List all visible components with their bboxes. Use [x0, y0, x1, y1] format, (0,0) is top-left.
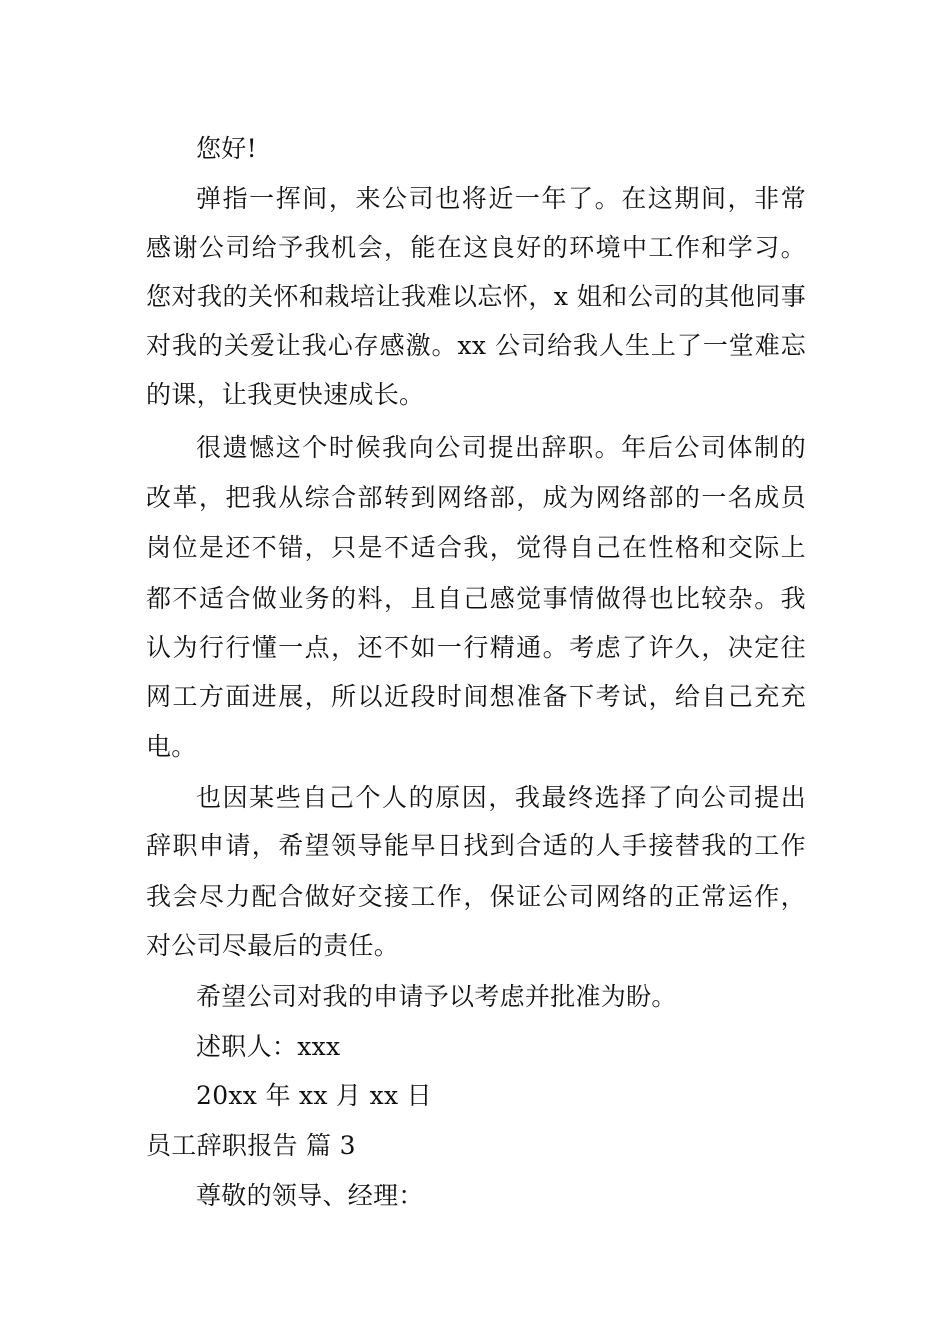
closing-line: 希望公司对我的申请予以考虑并批准为盼。: [196, 982, 677, 1011]
paragraph-1-line-2: 感谢公司给予我机会，能在这良好的环境中工作和学习。: [146, 233, 806, 262]
greeting: 您好!: [196, 134, 257, 163]
paragraph-3-line-3: 我会尽力配合做好交接工作，保证公司网络的正常运作，: [146, 882, 806, 911]
paragraph-3-line-1: 也因某些自己个人的原因，我最终选择了向公司提出: [196, 783, 806, 812]
signature: 述职人：xxx: [196, 1032, 341, 1061]
paragraph-2-line-3: 岗位是还不错，只是不适合我，觉得自己在性格和交际上: [146, 533, 806, 562]
paragraph-2-line-2: 改革，把我从综合部转到网络部，成为网络部的一名成员: [146, 483, 806, 512]
paragraph-2-line-5: 认为行行懂一点，还不如一行精通。考虑了许久，决定往: [146, 633, 806, 662]
paragraph-3-line-2: 辞职申请，希望领导能早日找到合适的人手接替我的工作: [146, 831, 806, 860]
paragraph-1-line-3: 您对我的关怀和栽培让我难以忘怀，x 姐和公司的其他同事: [146, 282, 806, 311]
paragraph-1-line-4: 对我的关爱让我心存感激。xx 公司给我人生上了一堂难忘: [146, 331, 806, 360]
paragraph-2-line-1: 很遗憾这个时候我向公司提出辞职。年后公司体制的: [196, 433, 806, 462]
paragraph-2-line-7: 电。: [146, 732, 197, 761]
paragraph-1-line-1: 弹指一挥间，来公司也将近一年了。在这期间，非常: [196, 184, 806, 213]
date: 20xx 年 xx 月 xx 日: [196, 1081, 432, 1110]
paragraph-1-line-5: 的课，让我更快速成长。: [146, 380, 425, 409]
paragraph-3-line-4: 对公司尽最后的责任。: [146, 931, 400, 960]
paragraph-2-line-6: 网工方面进展，所以近段时间想准备下考试，给自己充充: [146, 682, 806, 711]
paragraph-2-line-4: 都不适合做业务的料，且自己感觉事情做得也比较杂。我: [146, 584, 806, 613]
section-heading: 员工辞职报告 篇 3: [146, 1131, 356, 1160]
next-salutation: 尊敬的领导、经理：: [196, 1181, 424, 1210]
